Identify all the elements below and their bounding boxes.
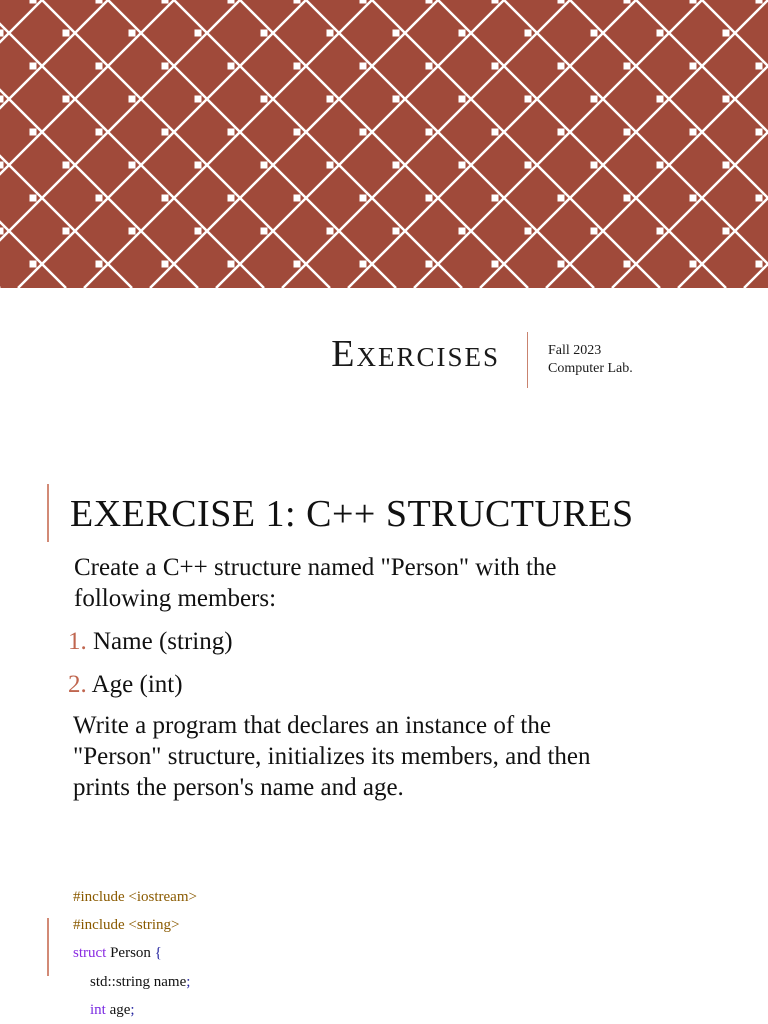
lattice-dot	[228, 129, 235, 136]
lattice-dot	[690, 63, 697, 70]
lattice-line	[702, 0, 768, 288]
task-line-2: "Person" structure, initializes its members, and then	[73, 743, 591, 770]
code-semicolon: ;	[186, 974, 191, 990]
lattice-dot	[228, 63, 235, 70]
lattice-dot	[30, 195, 37, 202]
code-identifier: name	[150, 974, 187, 990]
lattice-line	[480, 0, 768, 288]
title-slide	[0, 288, 768, 458]
lattice-dot	[624, 129, 631, 136]
lattice-line	[0, 0, 174, 288]
subtitle	[548, 342, 633, 378]
lattice-line	[150, 0, 438, 288]
lattice-line	[546, 0, 768, 288]
lattice-dot	[591, 30, 598, 37]
lattice-dot	[492, 0, 499, 4]
lattice-dot	[690, 195, 697, 202]
lattice-dot	[756, 129, 763, 136]
list-number: 2.	[68, 671, 87, 698]
lattice-dot	[525, 162, 532, 169]
lattice-line	[0, 0, 42, 288]
lattice-dot	[261, 30, 268, 37]
lattice-dot	[459, 228, 466, 235]
lattice-dot	[624, 195, 631, 202]
code-member-age	[90, 1000, 135, 1020]
code-semicolon: ;	[130, 1002, 135, 1018]
lattice-dot	[162, 0, 169, 4]
lattice-dot	[30, 129, 37, 136]
lattice-dot	[162, 195, 169, 202]
task-line-3: prints the person's name and age.	[73, 774, 404, 801]
exercise-accent-bar	[47, 484, 49, 542]
lattice-line	[18, 0, 306, 288]
main-title: Exercises	[331, 333, 500, 375]
lattice-dot	[96, 63, 103, 70]
lattice-dot	[624, 63, 631, 70]
list-text: Name (string)	[93, 628, 233, 655]
lattice-dot	[261, 162, 268, 169]
lattice-dot	[690, 129, 697, 136]
lattice-dot	[360, 129, 367, 136]
lattice-dot	[261, 228, 268, 235]
lattice-line	[372, 0, 660, 288]
code-brace: {	[154, 945, 162, 961]
lattice-line	[438, 0, 726, 288]
lattice-dot	[690, 261, 697, 268]
lattice-dot	[426, 129, 433, 136]
list-item-name	[68, 626, 233, 657]
lattice-line	[504, 0, 768, 288]
subtitle-term: Fall 2023	[548, 343, 602, 358]
lattice-line	[348, 0, 636, 288]
lattice-dot	[624, 0, 631, 4]
lattice-dot	[129, 96, 136, 103]
lattice-dot	[426, 195, 433, 202]
code-member-name	[90, 972, 190, 992]
lattice-dot	[690, 0, 697, 4]
subtitle-course: Computer Lab.	[548, 361, 633, 376]
lattice-dot	[723, 162, 730, 169]
code-keyword: struct	[73, 945, 107, 961]
lattice-dot	[558, 63, 565, 70]
lattice-dot	[756, 195, 763, 202]
lattice-dot	[63, 228, 70, 235]
lattice-line	[108, 0, 396, 288]
lattice-dot	[0, 30, 4, 37]
lattice-dot	[30, 63, 37, 70]
lattice-dot	[492, 63, 499, 70]
lattice-dot	[195, 228, 202, 235]
lattice-dot	[558, 195, 565, 202]
lattice-dot	[360, 261, 367, 268]
lattice-dot	[558, 261, 565, 268]
lattice-dot	[492, 261, 499, 268]
lattice-dot	[657, 30, 664, 37]
lattice-dot	[162, 261, 169, 268]
lattice-dot	[96, 129, 103, 136]
lattice-dot	[327, 162, 334, 169]
lattice-dot	[162, 129, 169, 136]
lattice-dot	[294, 63, 301, 70]
lattice-dot	[393, 228, 400, 235]
list-item-age	[68, 669, 183, 700]
code-type: std::string	[90, 974, 151, 990]
lattice-dot	[360, 0, 367, 4]
lattice-line	[240, 0, 528, 288]
exercise-task	[73, 710, 733, 803]
lattice-dot	[426, 63, 433, 70]
lattice-dot	[228, 261, 235, 268]
code-include-iostream: #include <iostream>	[73, 889, 197, 905]
code-include-string: #include <string>	[73, 917, 180, 933]
lattice-dot	[525, 30, 532, 37]
lattice-dot	[393, 162, 400, 169]
code-identifier: age	[105, 1002, 131, 1018]
lattice-dot	[195, 30, 202, 37]
lattice-dot	[63, 30, 70, 37]
title-divider	[527, 332, 528, 388]
lattice-dot	[30, 261, 37, 268]
lattice-dot	[129, 162, 136, 169]
list-text: Age (int)	[91, 671, 183, 698]
lattice-dot	[129, 30, 136, 37]
lattice-dot	[459, 96, 466, 103]
lattice-dot	[195, 96, 202, 103]
intro-line-1: Create a C++ structure named "Person" with the	[74, 554, 557, 581]
lattice-dot	[327, 96, 334, 103]
lattice-dot	[294, 261, 301, 268]
code-accent-bar	[47, 918, 49, 976]
lattice-dot	[459, 30, 466, 37]
code-struct-name: Person	[106, 945, 155, 961]
lattice-line	[570, 0, 768, 288]
lattice-line	[84, 0, 372, 288]
lattice-dot	[525, 96, 532, 103]
lattice-dot	[63, 96, 70, 103]
lattice-dot	[723, 96, 730, 103]
lattice-dot	[393, 96, 400, 103]
code-type: int	[90, 1002, 106, 1018]
lattice-dot	[360, 63, 367, 70]
lattice-dot	[195, 162, 202, 169]
lattice-dot	[624, 261, 631, 268]
lattice-line	[174, 0, 462, 288]
lattice-dot	[756, 63, 763, 70]
lattice-line	[42, 0, 330, 288]
lattice-line	[216, 0, 504, 288]
lattice-dot	[657, 96, 664, 103]
lattice-dot	[723, 228, 730, 235]
lattice-dot	[96, 0, 103, 4]
lattice-dot	[96, 261, 103, 268]
lattice-dot	[591, 162, 598, 169]
lattice-dot	[228, 0, 235, 4]
lattice-line	[414, 0, 702, 288]
code-struct-decl	[73, 943, 162, 963]
lattice-dot	[294, 0, 301, 4]
lattice-dot	[591, 228, 598, 235]
lattice-dot	[558, 0, 565, 4]
exercise-title: EXERCISE 1: C++ STRUCTURES	[70, 493, 634, 535]
lattice-line	[0, 0, 66, 288]
diamond-lattice-pattern	[0, 0, 768, 288]
task-line-1: Write a program that declares an instance of the	[73, 712, 551, 739]
lattice-dot	[30, 0, 37, 4]
lattice-dot	[327, 30, 334, 37]
lattice-dot	[162, 63, 169, 70]
decorative-banner	[0, 0, 768, 288]
lattice-dot	[558, 129, 565, 136]
lattice-dot	[96, 195, 103, 202]
lattice-dot	[294, 195, 301, 202]
lattice-dot	[327, 228, 334, 235]
lattice-dot	[525, 228, 532, 235]
lattice-dot	[0, 162, 4, 169]
lattice-dot	[0, 228, 4, 235]
lattice-dot	[657, 162, 664, 169]
lattice-dot	[0, 96, 4, 103]
lattice-dot	[657, 228, 664, 235]
lattice-dot	[393, 30, 400, 37]
lattice-dot	[756, 261, 763, 268]
lattice-dot	[294, 129, 301, 136]
exercise-intro	[74, 552, 714, 614]
lattice-line	[282, 0, 570, 288]
lattice-dot	[63, 162, 70, 169]
lattice-dot	[723, 30, 730, 37]
lattice-dot	[261, 96, 268, 103]
lattice-dot	[756, 0, 763, 4]
lattice-dot	[492, 195, 499, 202]
lattice-dot	[360, 195, 367, 202]
lattice-line	[306, 0, 594, 288]
lattice-dot	[228, 195, 235, 202]
intro-line-2: following members:	[74, 585, 277, 612]
lattice-dot	[459, 162, 466, 169]
lattice-dot	[591, 96, 598, 103]
lattice-dot	[426, 261, 433, 268]
lattice-dot	[426, 0, 433, 4]
list-number: 1.	[68, 628, 87, 655]
lattice-dot	[129, 228, 136, 235]
lattice-dot	[492, 129, 499, 136]
